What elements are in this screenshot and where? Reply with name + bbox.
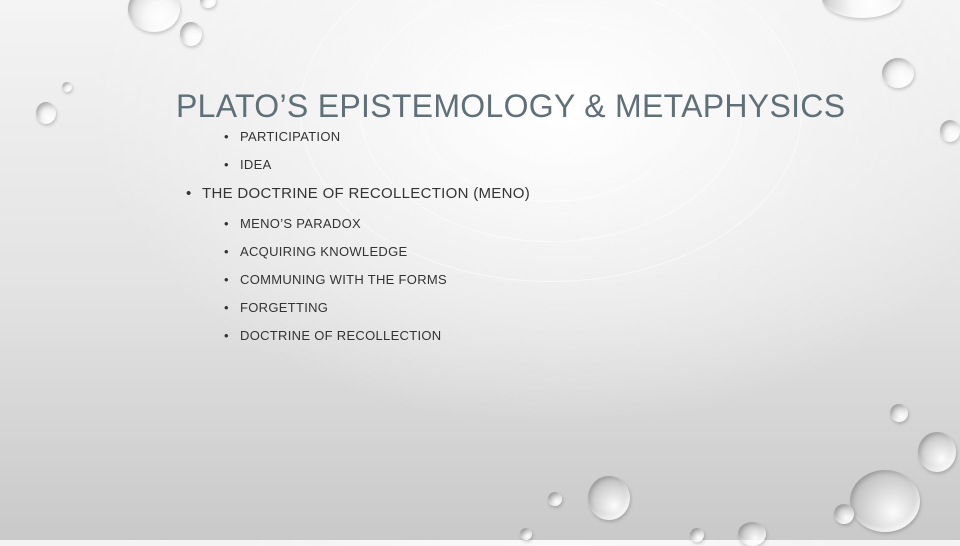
- water-droplet: [834, 504, 854, 524]
- water-droplet: [588, 476, 630, 520]
- bullet-icon: •: [224, 244, 229, 259]
- list-item: [224, 328, 442, 343]
- water-droplet: [548, 492, 562, 506]
- slide-title: PLATO’S EPISTEMOLOGY & METAPHYSICS: [176, 88, 846, 124]
- bullet-icon: •: [224, 300, 229, 315]
- list-item-text: PARTICIPATION: [240, 129, 341, 144]
- water-droplet: [940, 120, 960, 142]
- water-droplet: [200, 0, 216, 8]
- water-droplet: [62, 82, 72, 92]
- bullet-icon: •: [186, 185, 192, 202]
- water-droplet: [36, 102, 56, 124]
- list-item: [224, 157, 272, 172]
- list-item-text: THE DOCTRINE OF RECOLLECTION (MENO): [202, 185, 531, 202]
- water-droplet: [180, 22, 202, 46]
- list-item: [224, 216, 361, 231]
- bullet-icon: •: [224, 328, 229, 343]
- bullet-icon: •: [224, 129, 229, 144]
- list-item-text: DOCTRINE OF RECOLLECTION: [240, 328, 442, 343]
- water-droplet: [520, 528, 532, 540]
- water-droplet: [918, 432, 956, 472]
- list-item: [224, 300, 328, 315]
- water-droplet: [738, 522, 766, 546]
- list-item-text: FORGETTING: [240, 300, 329, 315]
- list-item-text: COMMUNING WITH THE FORMS: [240, 272, 447, 287]
- bullet-icon: •: [224, 272, 229, 287]
- list-item-text: IDEA: [240, 157, 272, 172]
- water-droplet: [128, 0, 180, 32]
- bullet-icon: •: [224, 157, 229, 172]
- list-item: [186, 185, 530, 202]
- water-droplet: [882, 58, 914, 88]
- list-item-text: ACQUIRING KNOWLEDGE: [240, 244, 408, 259]
- list-item: [224, 129, 340, 144]
- water-droplet: [890, 404, 908, 422]
- list-item: [224, 272, 447, 287]
- water-droplet: [822, 0, 902, 18]
- list-item-text: MENO’S PARADOX: [240, 216, 361, 231]
- water-droplet: [850, 470, 920, 532]
- bullet-icon: •: [224, 216, 229, 231]
- list-item: [224, 244, 408, 259]
